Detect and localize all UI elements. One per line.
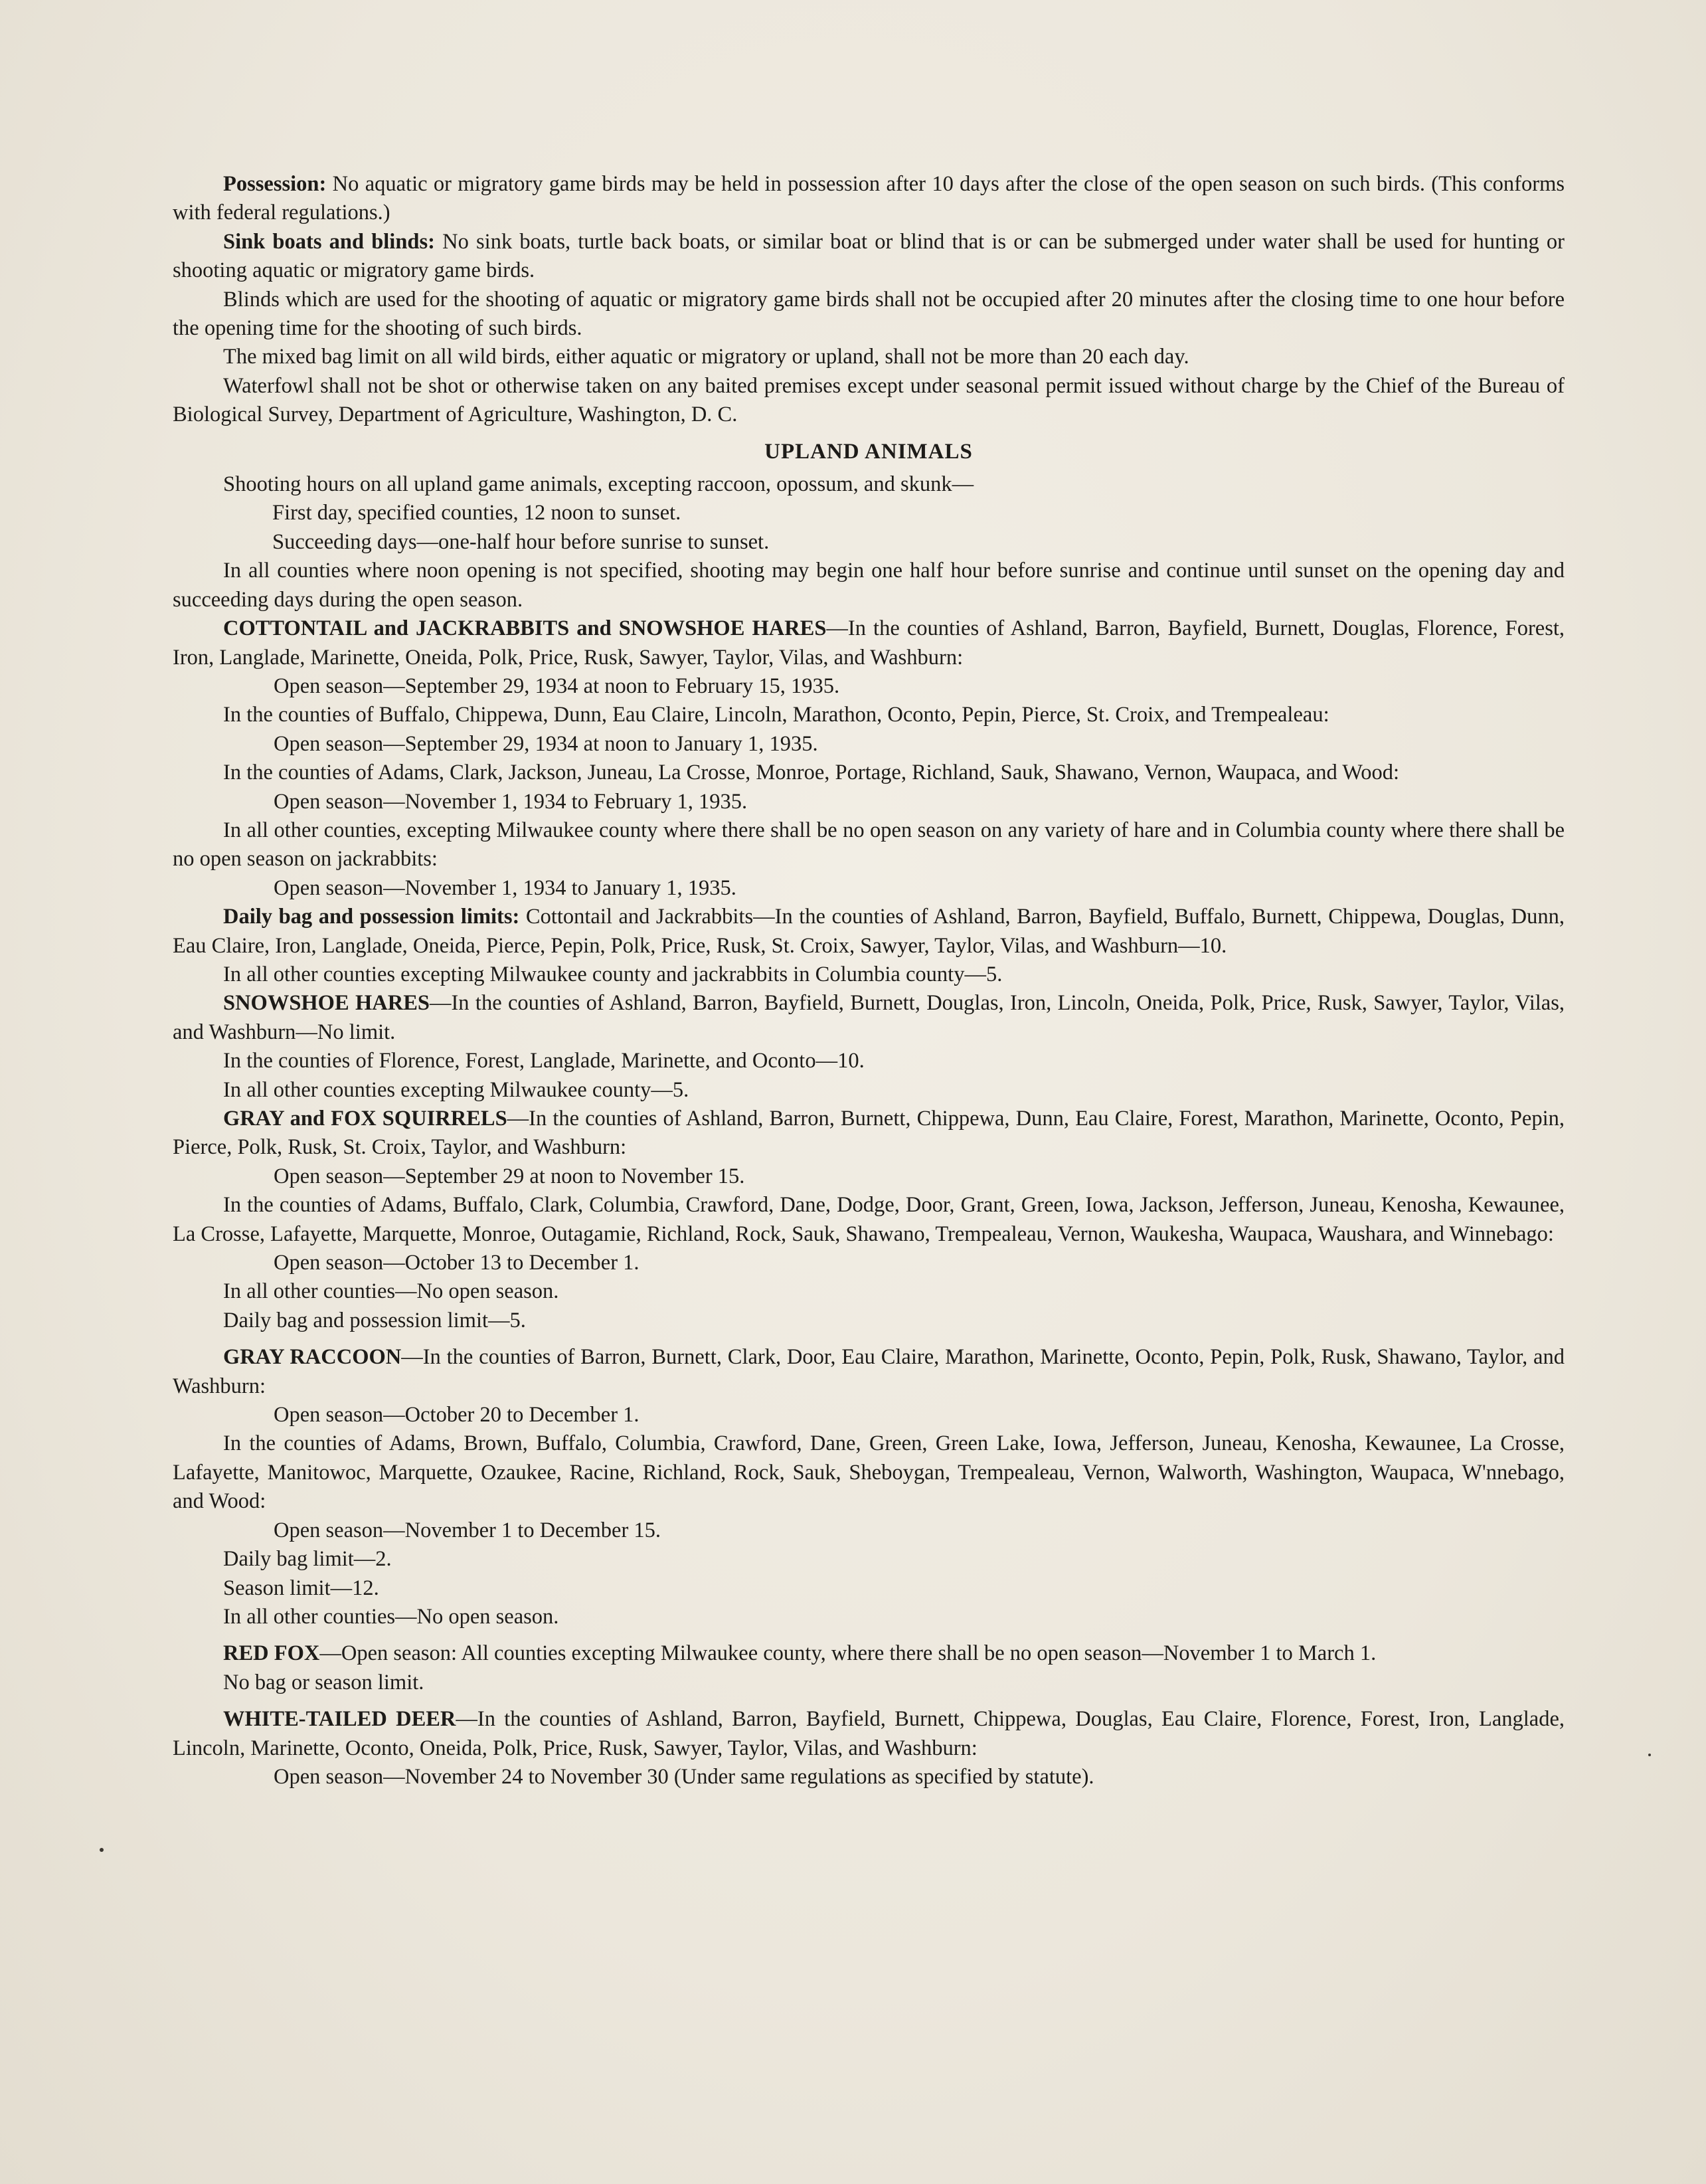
cottontail-label: COTTONTAIL and JACKRABBITS and SNOWSHOE HARES	[223, 616, 827, 641]
possession-text: No aquatic or migratory game birds may be held in possession after 10 days after the close of the open season on such birds. (This conforms with federal regulations.)	[173, 172, 1565, 225]
deer-text: —In the counties of Ashland, Barron, Bayfield, Burnett, Chippewa, Douglas, Eau Claire, Florence, Forest, Iron, Langlade, Lincoln, Marinette, Oconto, Oneida, Polk, Price, Rusk, Sawyer, Taylor, Vilas, and Washburn:	[173, 1707, 1565, 1760]
raccoon-season-2: Open season—November 1 to December 15.	[274, 1518, 661, 1542]
snowshoe-line-2: In the counties of Florence, Forest, Langlade, Marinette, and Oconto—10.	[223, 1049, 865, 1073]
raccoon-other: In all other counties—No open season.	[223, 1604, 559, 1629]
possession-paragraph	[173, 170, 1565, 228]
cottontail-counties-2: In the counties of Buffalo, Chippewa, Dunn, Eau Claire, Lincoln, Marathon, Oconto, Pepin, Pierce, St. Croix, and Trempealeau:	[223, 703, 1329, 727]
raccoon-counties-2: In the counties of Adams, Brown, Buffalo, Columbia, Crawford, Dane, Green, Green Lake, Iowa, Jefferson, Juneau, Kenosha, Kewaunee, La Crosse, Lafayette, Manitowoc, Marquette, Ozaukee, Racine, Richland, Rock, Sauk, Sheboygan, Trempealeau, Vernon, Walworth, Washington, Waupaca, W'nnebago, and Wood:	[173, 1431, 1565, 1514]
possession-label: Possession:	[223, 172, 327, 196]
squirrels-season-1: Open season—September 29 at noon to November 15.	[274, 1164, 745, 1188]
sink-boats-text: No sink boats, turtle back boats, or similar boat or blind that is or can be submerged under water shall be used for hunting or shooting aquatic or migratory game birds.	[173, 229, 1565, 283]
daily-bag-paragraph	[173, 903, 1565, 960]
noon-opening-paragraph: In all counties where noon opening is not specified, shooting may begin one half hour before sunrise and continue until sunset on the opening day and succeeding days during the open season.	[173, 559, 1565, 612]
daily-bag-label: Daily bag and possession limits:	[223, 905, 520, 929]
shooting-hours-intro: Shooting hours on all upland game animals, excepting raccoon, opossum, and skunk—	[223, 472, 974, 497]
raccoon-label: GRAY RACCOON	[223, 1345, 402, 1370]
deer-season: Open season—November 24 to November 30 (Under same regulations as specified by statute).	[274, 1764, 1094, 1789]
cottontail-paragraph	[173, 614, 1565, 672]
raccoon-paragraph	[173, 1343, 1565, 1401]
cottontail-season-1: Open season—September 29, 1934 at noon to February 15, 1935.	[274, 674, 840, 698]
snowshoe-label: SNOWSHOE HARES	[223, 991, 430, 1016]
squirrels-other: In all other counties—No open season.	[223, 1279, 559, 1304]
daily-bag-other: In all other counties excepting Milwaukee county and jackrabbits in Columbia county—5.	[223, 962, 1003, 986]
cottontail-season-2: Open season—September 29, 1934 at noon to January 1, 1935.	[274, 731, 818, 756]
sink-boats-label: Sink boats and blinds:	[223, 229, 435, 254]
raccoon-daily-limit: Daily bag limit—2.	[223, 1547, 392, 1572]
paper-speck	[100, 1848, 104, 1852]
cottontail-season-4: Open season—November 1, 1934 to January 1, 1935.	[274, 875, 736, 900]
squirrels-season-2: Open season—October 13 to December 1.	[274, 1251, 640, 1275]
waterfowl-paragraph: Waterfowl shall not be shot or otherwise taken on any baited premises except under seasonal permit issued without charge by the Chief of the Bureau of Biological Survey, Department of Agriculture, Washington, D. C.	[173, 373, 1565, 427]
cottontail-text: —In the counties of Ashland, Barron, Bayfield, Burnett, Douglas, Florence, Forest, Iron, Langlade, Marinette, Oneida, Polk, Price, Rusk, Sawyer, Taylor, Vilas, and Washburn:	[173, 616, 1565, 670]
squirrels-label: GRAY and FOX SQUIRRELS	[223, 1107, 507, 1131]
cottontail-season-3: Open season—November 1, 1934 to February 1, 1935.	[274, 789, 748, 814]
red-fox-limit: No bag or season limit.	[223, 1670, 424, 1694]
red-fox-paragraph	[173, 1639, 1565, 1668]
shooting-hours-succeeding: Succeeding days—one-half hour before sunrise to sunset.	[272, 529, 770, 554]
upland-animals-heading: UPLAND ANIMALS	[764, 439, 973, 464]
snowshoe-line-3: In all other counties excepting Milwaukee county—5.	[223, 1077, 689, 1102]
red-fox-text: —Open season: All counties excepting Milwaukee county, where there shall be no open season—November 1 to March 1.	[319, 1641, 1377, 1666]
shooting-hours-first-day: First day, specified counties, 12 noon to sunset.	[272, 501, 681, 525]
cottontail-counties-3: In the counties of Adams, Clark, Jackson, Juneau, La Crosse, Monroe, Portage, Richland, Sauk, Shawano, Vernon, Waupaca, and Wood:	[223, 761, 1400, 785]
snowshoe-text: —In the counties of Ashland, Barron, Bayfield, Burnett, Douglas, Iron, Lincoln, Oneida, Polk, Price, Rusk, Sawyer, Taylor, Vilas, and Washburn—No limit.	[173, 991, 1565, 1044]
blinds-paragraph: Blinds which are used for the shooting of aquatic or migratory game birds shall not be occupied after 20 minutes after the closing time to one hour before the opening time for the shooting of such birds.	[173, 287, 1565, 341]
squirrels-text: —In the counties of Ashland, Barron, Burnett, Chippewa, Dunn, Eau Claire, Forest, Marathon, Marinette, Oconto, Pepin, Pierce, Polk, Rusk, St. Croix, Taylor, and Washburn:	[173, 1107, 1565, 1160]
daily-bag-text: Cottontail and Jackrabbits—In the counties of Ashland, Barron, Bayfield, Buffalo, Burnett, Chippewa, Douglas, Dunn, Eau Claire, Iron, Langlade, Oneida, Pierce, Pepin, Polk, Price, Rusk, St. Croix, Sawyer, Taylor, Vilas, and Washburn—10.	[173, 905, 1565, 958]
red-fox-label: RED FOX	[223, 1641, 320, 1666]
deer-paragraph	[173, 1705, 1565, 1763]
cottontail-counties-4: In all other counties, excepting Milwaukee county where there shall be no open season on any variety of hare and in Columbia county where there shall be no open season on jackrabbits:	[173, 818, 1565, 871]
document-body	[173, 170, 1565, 1791]
mixed-bag-paragraph: The mixed bag limit on all wild birds, either aquatic or migratory or upland, shall not be more than 20 each day.	[223, 345, 1189, 369]
raccoon-season-limit: Season limit—12.	[223, 1576, 379, 1600]
raccoon-text: —In the counties of Barron, Burnett, Clark, Door, Eau Claire, Marathon, Marinette, Oconto, Pepin, Polk, Rusk, Shawano, Taylor, and Washburn:	[173, 1345, 1565, 1398]
squirrels-limit: Daily bag and possession limit—5.	[223, 1308, 526, 1332]
snowshoe-paragraph	[173, 989, 1565, 1047]
squirrels-counties-2: In the counties of Adams, Buffalo, Clark, Columbia, Crawford, Dane, Dodge, Door, Grant, Green, Iowa, Jackson, Jefferson, Juneau, Kenosha, Kewaunee, La Crosse, Lafayette, Marquette, Monroe, Outagamie, Richland, Rock, Sauk, Shawano, Trempealeau, Vernon, Waukesha, Waupaca, Waushara, and Winnebago:	[173, 1193, 1565, 1246]
deer-label: WHITE-TAILED DEER	[223, 1707, 456, 1732]
raccoon-season-1: Open season—October 20 to December 1.	[274, 1403, 640, 1427]
squirrels-paragraph	[173, 1105, 1565, 1162]
sink-boats-paragraph	[173, 228, 1565, 286]
paper-speck	[1648, 1754, 1651, 1756]
